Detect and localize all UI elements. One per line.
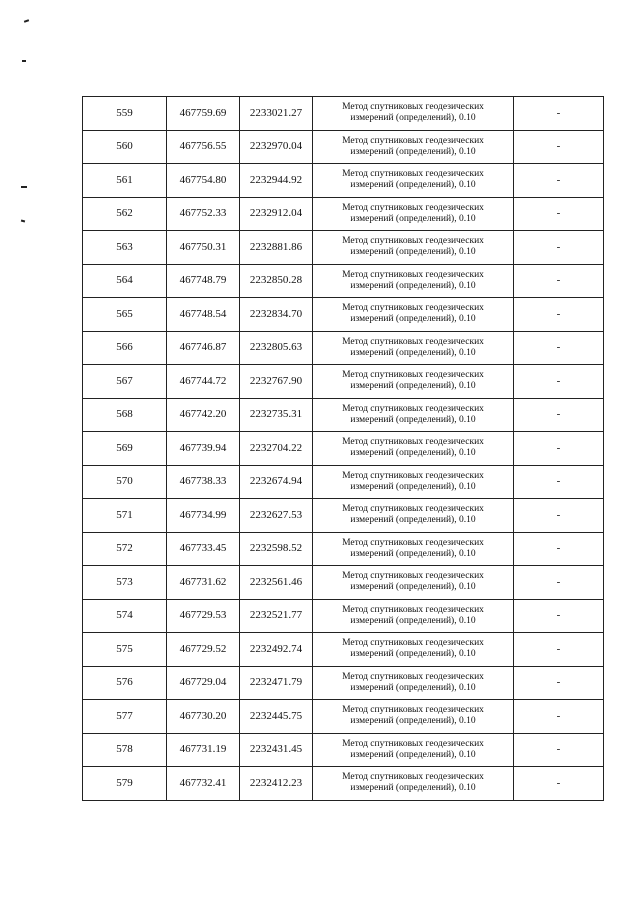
x-coordinate-cell: 467729.04	[167, 666, 240, 700]
y-coordinate-cell: 2232561.46	[240, 566, 313, 600]
point-number-cell: 559	[83, 97, 167, 131]
scan-mark	[22, 60, 26, 62]
point-number-cell: 568	[83, 398, 167, 432]
method-cell	[313, 599, 514, 633]
table-row	[83, 331, 604, 365]
y-coordinate-cell: 2232970.04	[240, 130, 313, 164]
table-row	[83, 733, 604, 767]
y-coordinate-cell: 2232805.63	[240, 331, 313, 365]
method-text-line: Метод спутниковых геодезических	[342, 537, 484, 548]
method-text-line: Метод спутниковых геодезических	[342, 269, 484, 280]
y-coordinate-cell: 2232944.92	[240, 164, 313, 198]
note-cell: -	[514, 566, 604, 600]
method-text-line: Метод спутниковых геодезических	[342, 336, 484, 347]
note-cell: -	[514, 365, 604, 399]
scan-mark	[21, 186, 27, 188]
x-coordinate-cell: 467748.79	[167, 264, 240, 298]
x-coordinate-cell: 467746.87	[167, 331, 240, 365]
y-coordinate-cell: 2232704.22	[240, 432, 313, 466]
note-cell: -	[514, 767, 604, 801]
method-cell	[313, 331, 514, 365]
x-coordinate-cell: 467750.31	[167, 231, 240, 265]
method-cell	[313, 432, 514, 466]
coordinates-table-body	[83, 97, 604, 801]
point-number-cell: 579	[83, 767, 167, 801]
table-row	[83, 599, 604, 633]
method-text-line: измерений (определений), 0.10	[350, 280, 476, 291]
note-cell: -	[514, 465, 604, 499]
point-number-cell: 567	[83, 365, 167, 399]
method-text-line: измерений (определений), 0.10	[350, 414, 476, 425]
method-text-line: измерений (определений), 0.10	[350, 448, 476, 459]
y-coordinate-cell: 2232471.79	[240, 666, 313, 700]
table-row	[83, 666, 604, 700]
note-cell: -	[514, 398, 604, 432]
note-cell: -	[514, 499, 604, 533]
method-cell	[313, 130, 514, 164]
method-text-line: Метод спутниковых геодезических	[342, 604, 484, 615]
point-number-cell: 577	[83, 700, 167, 734]
method-cell	[313, 633, 514, 667]
x-coordinate-cell: 467733.45	[167, 532, 240, 566]
point-number-cell: 575	[83, 633, 167, 667]
method-text-line: Метод спутниковых геодезических	[342, 437, 484, 448]
method-cell	[313, 231, 514, 265]
method-text-line: Метод спутниковых геодезических	[342, 169, 484, 180]
y-coordinate-cell: 2232767.90	[240, 365, 313, 399]
note-cell: -	[514, 164, 604, 198]
method-text-line: измерений (определений), 0.10	[350, 247, 476, 258]
table-row	[83, 365, 604, 399]
table-row	[83, 398, 604, 432]
method-text-line: Метод спутниковых геодезических	[342, 236, 484, 247]
method-cell	[313, 298, 514, 332]
table-row	[83, 532, 604, 566]
x-coordinate-cell: 467731.19	[167, 733, 240, 767]
y-coordinate-cell: 2232881.86	[240, 231, 313, 265]
note-cell: -	[514, 733, 604, 767]
note-cell: -	[514, 197, 604, 231]
x-coordinate-cell: 467739.94	[167, 432, 240, 466]
point-number-cell: 578	[83, 733, 167, 767]
y-coordinate-cell: 2232912.04	[240, 197, 313, 231]
point-number-cell: 570	[83, 465, 167, 499]
method-cell	[313, 499, 514, 533]
method-text-line: измерений (определений), 0.10	[350, 615, 476, 626]
note-cell: -	[514, 633, 604, 667]
coordinates-table	[82, 96, 604, 801]
method-cell	[313, 398, 514, 432]
method-text-line: Метод спутниковых геодезических	[342, 705, 484, 716]
point-number-cell: 571	[83, 499, 167, 533]
x-coordinate-cell: 467742.20	[167, 398, 240, 432]
method-text-line: Метод спутниковых геодезических	[342, 772, 484, 783]
x-coordinate-cell: 467756.55	[167, 130, 240, 164]
method-text-line: измерений (определений), 0.10	[350, 381, 476, 392]
method-text-line: измерений (определений), 0.10	[350, 515, 476, 526]
table-row	[83, 465, 604, 499]
table-row	[83, 432, 604, 466]
note-cell: -	[514, 331, 604, 365]
y-coordinate-cell: 2232431.45	[240, 733, 313, 767]
method-text-line: измерений (определений), 0.10	[350, 783, 476, 794]
scan-mark	[24, 19, 29, 23]
note-cell: -	[514, 700, 604, 734]
method-text-line: измерений (определений), 0.10	[350, 716, 476, 727]
y-coordinate-cell: 2232850.28	[240, 264, 313, 298]
y-coordinate-cell: 2232674.94	[240, 465, 313, 499]
note-cell: -	[514, 532, 604, 566]
point-number-cell: 563	[83, 231, 167, 265]
scan-mark	[21, 220, 25, 223]
method-text-line: Метод спутниковых геодезических	[342, 470, 484, 481]
method-text-line: измерений (определений), 0.10	[350, 213, 476, 224]
x-coordinate-cell: 467738.33	[167, 465, 240, 499]
x-coordinate-cell: 467729.52	[167, 633, 240, 667]
point-number-cell: 566	[83, 331, 167, 365]
y-coordinate-cell: 2232627.53	[240, 499, 313, 533]
point-number-cell: 564	[83, 264, 167, 298]
method-cell	[313, 264, 514, 298]
table-row	[83, 164, 604, 198]
table-row	[83, 499, 604, 533]
method-cell	[313, 700, 514, 734]
method-text-line: измерений (определений), 0.10	[350, 146, 476, 157]
y-coordinate-cell: 2232598.52	[240, 532, 313, 566]
note-cell: -	[514, 666, 604, 700]
y-coordinate-cell: 2232412.23	[240, 767, 313, 801]
method-text-line: Метод спутниковых геодезических	[342, 403, 484, 414]
method-text-line: измерений (определений), 0.10	[350, 113, 476, 124]
x-coordinate-cell: 467754.80	[167, 164, 240, 198]
method-text-line: измерений (определений), 0.10	[350, 548, 476, 559]
x-coordinate-cell: 467752.33	[167, 197, 240, 231]
method-cell	[313, 733, 514, 767]
table-row	[83, 197, 604, 231]
method-text-line: Метод спутниковых геодезических	[342, 638, 484, 649]
note-cell: -	[514, 97, 604, 131]
note-cell: -	[514, 298, 604, 332]
method-text-line: измерений (определений), 0.10	[350, 749, 476, 760]
method-text-line: измерений (определений), 0.10	[350, 347, 476, 358]
method-text-line: измерений (определений), 0.10	[350, 582, 476, 593]
point-number-cell: 560	[83, 130, 167, 164]
method-text-line: измерений (определений), 0.10	[350, 481, 476, 492]
method-text-line: Метод спутниковых геодезических	[342, 102, 484, 113]
y-coordinate-cell: 2232521.77	[240, 599, 313, 633]
point-number-cell: 576	[83, 666, 167, 700]
note-cell: -	[514, 231, 604, 265]
table-row	[83, 566, 604, 600]
x-coordinate-cell: 467731.62	[167, 566, 240, 600]
method-text-line: измерений (определений), 0.10	[350, 314, 476, 325]
method-cell	[313, 365, 514, 399]
note-cell: -	[514, 599, 604, 633]
note-cell: -	[514, 432, 604, 466]
point-number-cell: 574	[83, 599, 167, 633]
y-coordinate-cell: 2232492.74	[240, 633, 313, 667]
method-text-line: Метод спутниковых геодезических	[342, 504, 484, 515]
method-text-line: Метод спутниковых геодезических	[342, 370, 484, 381]
point-number-cell: 573	[83, 566, 167, 600]
y-coordinate-cell: 2232445.75	[240, 700, 313, 734]
table-row	[83, 767, 604, 801]
y-coordinate-cell: 2233021.27	[240, 97, 313, 131]
y-coordinate-cell: 2232735.31	[240, 398, 313, 432]
table-row	[83, 130, 604, 164]
table-row	[83, 298, 604, 332]
method-text-line: Метод спутниковых геодезических	[342, 202, 484, 213]
y-coordinate-cell: 2232834.70	[240, 298, 313, 332]
x-coordinate-cell: 467748.54	[167, 298, 240, 332]
note-cell: -	[514, 264, 604, 298]
method-cell	[313, 532, 514, 566]
method-text-line: Метод спутниковых геодезических	[342, 135, 484, 146]
table-row	[83, 700, 604, 734]
method-text-line: измерений (определений), 0.10	[350, 682, 476, 693]
table-row	[83, 264, 604, 298]
method-text-line: Метод спутниковых геодезических	[342, 671, 484, 682]
method-cell	[313, 197, 514, 231]
note-cell: -	[514, 130, 604, 164]
point-number-cell: 572	[83, 532, 167, 566]
method-cell	[313, 97, 514, 131]
method-text-line: Метод спутниковых геодезических	[342, 571, 484, 582]
x-coordinate-cell: 467729.53	[167, 599, 240, 633]
table-row	[83, 231, 604, 265]
point-number-cell: 565	[83, 298, 167, 332]
x-coordinate-cell: 467732.41	[167, 767, 240, 801]
method-cell	[313, 566, 514, 600]
point-number-cell: 569	[83, 432, 167, 466]
method-text-line: измерений (определений), 0.10	[350, 180, 476, 191]
method-text-line: измерений (определений), 0.10	[350, 649, 476, 660]
table-row	[83, 633, 604, 667]
method-cell	[313, 465, 514, 499]
method-cell	[313, 666, 514, 700]
method-cell	[313, 767, 514, 801]
point-number-cell: 561	[83, 164, 167, 198]
table-row	[83, 97, 604, 131]
x-coordinate-cell: 467734.99	[167, 499, 240, 533]
x-coordinate-cell: 467744.72	[167, 365, 240, 399]
method-cell	[313, 164, 514, 198]
point-number-cell: 562	[83, 197, 167, 231]
method-text-line: Метод спутниковых геодезических	[342, 738, 484, 749]
method-text-line: Метод спутниковых геодезических	[342, 303, 484, 314]
x-coordinate-cell: 467730.20	[167, 700, 240, 734]
x-coordinate-cell: 467759.69	[167, 97, 240, 131]
